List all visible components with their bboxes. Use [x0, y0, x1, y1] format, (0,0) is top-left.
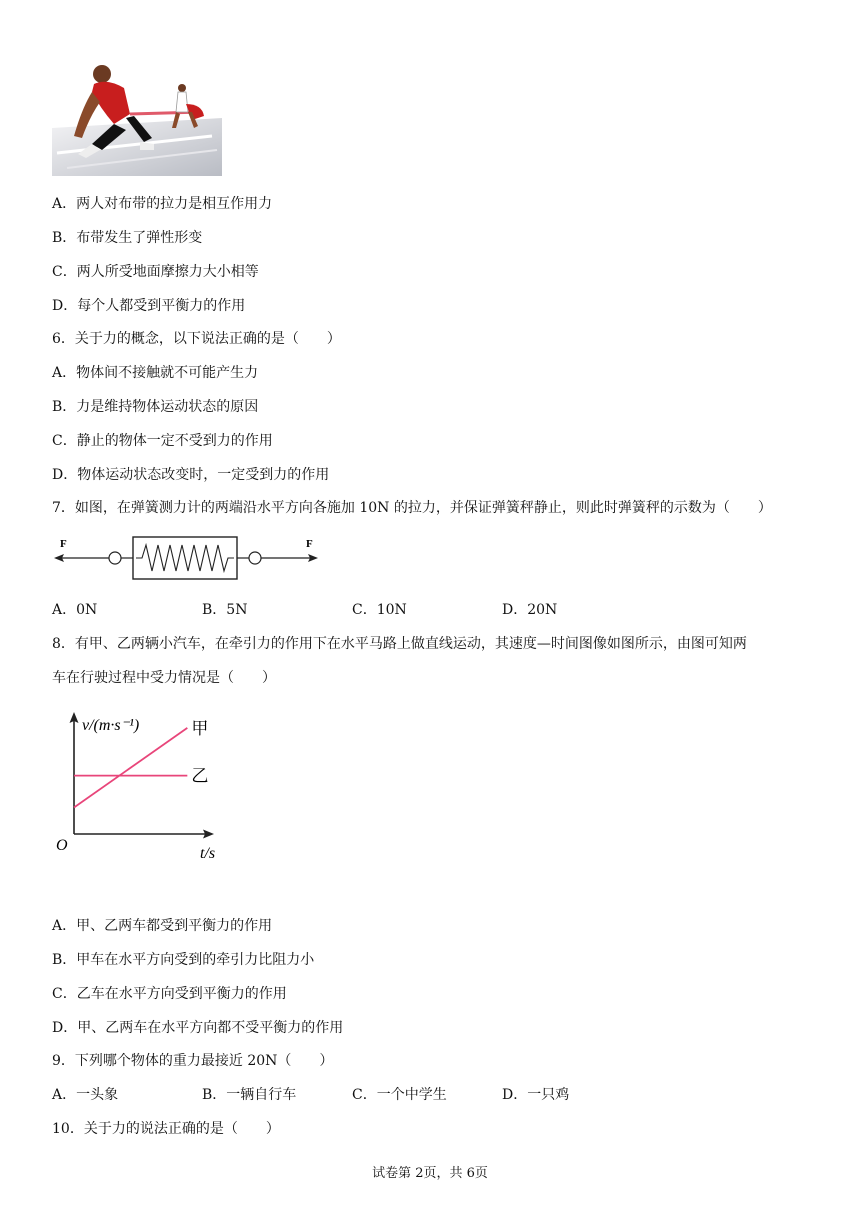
series-label-yi: 乙	[191, 766, 209, 787]
q6-option-d: D．物体运动状态改变时，一定受到力的作用	[52, 467, 330, 483]
q5-option-a: A．两人对布带的拉力是相互作用力	[52, 196, 273, 212]
q10-stem: 10．关于力的说法正确的是（ ）	[52, 1121, 280, 1137]
q5-option-d: D．每个人都受到平衡力的作用	[52, 298, 246, 314]
q9-option-b: B．一辆自行车	[202, 1087, 297, 1103]
q9-options	[52, 1085, 812, 1105]
q7-stem: 7．如图，在弹簧测力计的两端沿水平方向各施加 10N 的拉力，并保证弹簧秤静止，则此时弹簧秤的示数为（ ）	[52, 500, 772, 516]
q8-option-b: B．甲车在水平方向受到的牵引力比阻力小	[52, 952, 315, 968]
spring-scale-diagram	[52, 532, 324, 584]
q8-stem-line1: 8．有甲、乙两辆小汽车，在牵引力的作用下在水平马路上做直线运动，其速度—时间图像如图所示，由图可知两	[52, 636, 747, 652]
x-axis-label: t/s	[200, 845, 216, 862]
q7-option-d: D．20N	[502, 602, 558, 618]
q5-option-b: B．布带发生了弹性形变	[52, 230, 203, 246]
q6-option-a: A．物体间不接触就不可能产生力	[52, 365, 259, 381]
q6-option-c: C．静止的物体一定不受到力的作用	[52, 433, 273, 449]
q9-option-a: A．一头象	[52, 1087, 119, 1103]
series-line-jia	[74, 728, 187, 808]
q9-option-c: C．一个中学生	[352, 1087, 447, 1103]
q7-option-c: C．10N	[352, 602, 407, 618]
force-label-right: F	[306, 538, 313, 550]
q9-stem: 9．下列哪个物体的重力最接近 20N（ ）	[52, 1053, 334, 1069]
force-label-left: F	[60, 538, 67, 550]
q8-option-a: A．甲、乙两车都受到平衡力的作用	[52, 918, 273, 934]
runners-photo	[52, 58, 222, 176]
q7-option-a: A．0N	[52, 602, 98, 618]
y-axis-label: v/(m·s⁻¹)	[82, 717, 140, 734]
velocity-time-chart	[50, 700, 240, 870]
origin-label: O	[56, 837, 68, 854]
page-footer: 试卷第 2页，共 6页	[372, 1166, 488, 1181]
q8-option-d: D．甲、乙两车在水平方向都不受平衡力的作用	[52, 1020, 344, 1036]
q6-option-b: B．力是维持物体运动状态的原因	[52, 399, 259, 415]
q8-stem-line2: 车在行驶过程中受力情况是（ ）	[52, 670, 276, 686]
q6-stem: 6．关于力的概念，以下说法正确的是（ ）	[52, 331, 341, 347]
series-label-jia: 甲	[191, 718, 209, 739]
q7-options	[52, 600, 812, 620]
q8-option-c: C．乙车在水平方向受到平衡力的作用	[52, 986, 287, 1002]
q9-option-d: D．一只鸡	[502, 1087, 570, 1103]
q7-option-b: B．5N	[202, 602, 248, 618]
q5-option-c: C．两人所受地面摩擦力大小相等	[52, 264, 259, 280]
